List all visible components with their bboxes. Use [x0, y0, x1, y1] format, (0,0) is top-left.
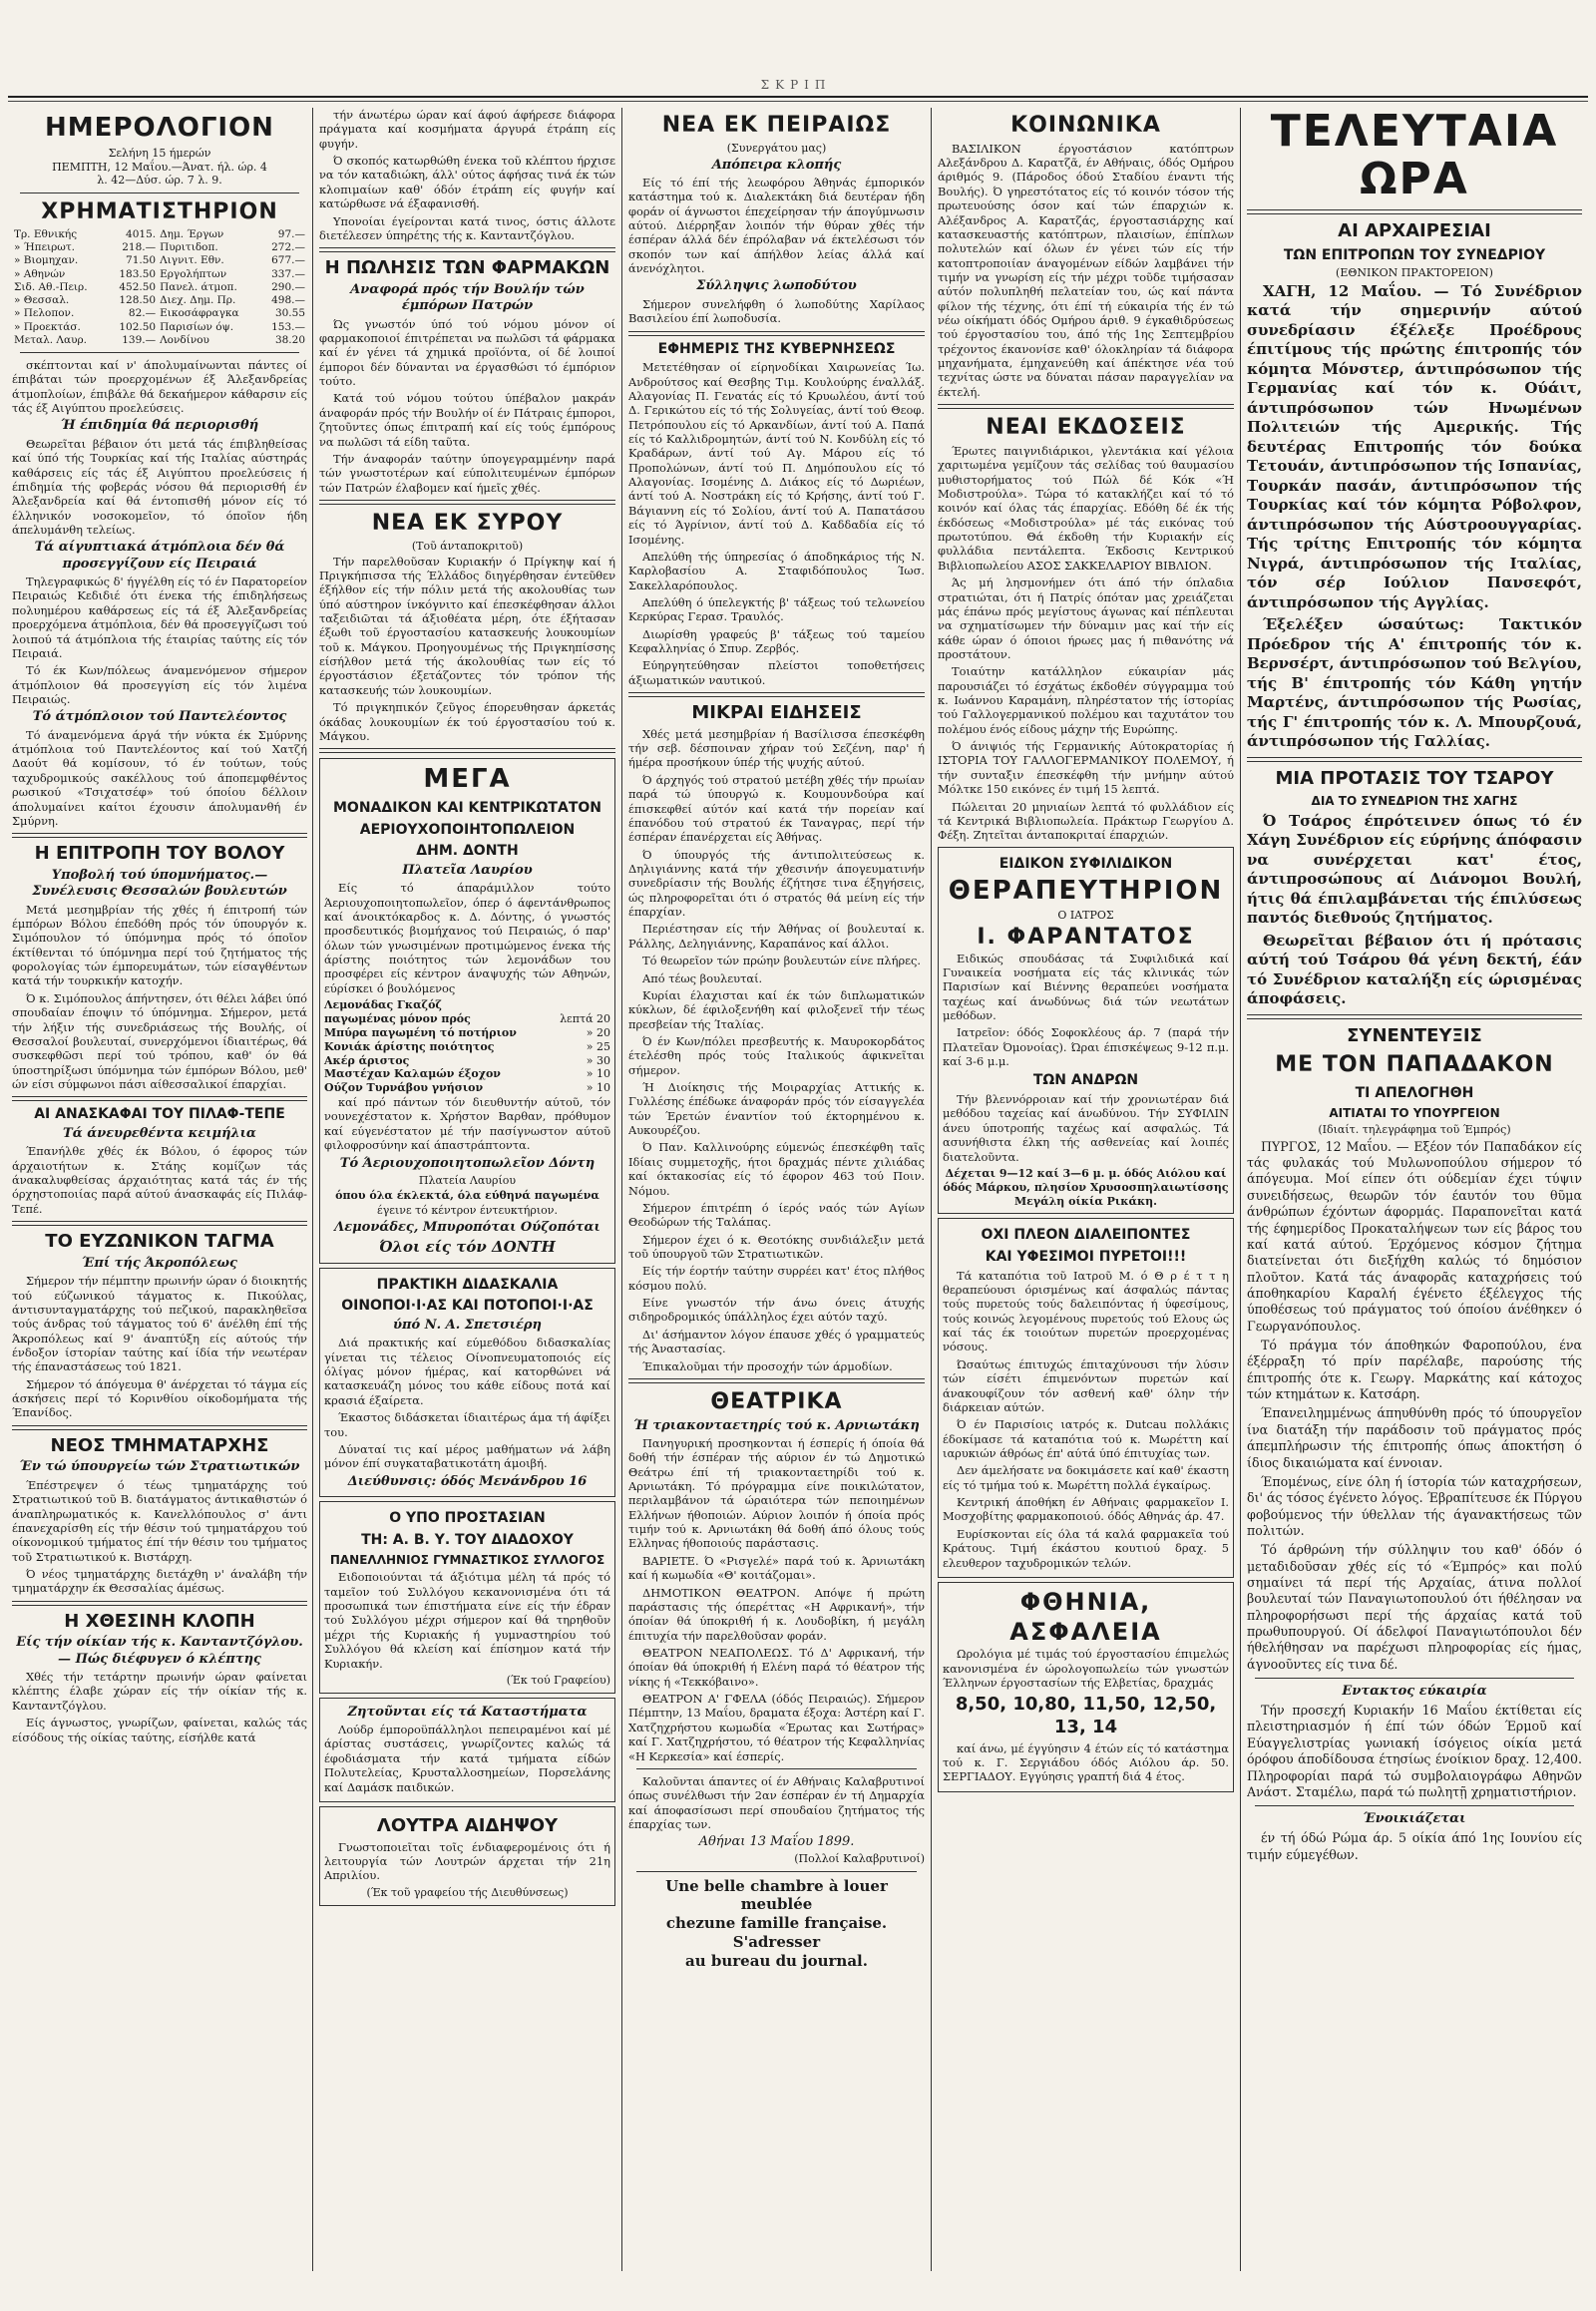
advert-title: ΚΑΙ ΥΦΕΣΙΜΟΙ ΠΥΡΕΤΟΙ!!! — [985, 1249, 1187, 1266]
exchange-cell: 153.— — [271, 320, 305, 333]
paragraph: ΒΑΡΙΕΤΕ. Ό «Ρισγελέ» παρά τού κ. Άρνιωτάκη καί ή κωμωδία «Θ' κοιτάζομαι». — [628, 1553, 925, 1583]
article-title: Η ΧΘΕΣΙΝΗ ΚΛΟΠΗ — [64, 1610, 255, 1632]
price-item-name: Μπύρα παγωμένη τό ποτήριον — [324, 1025, 517, 1039]
article-subtitle: Τά άνευρεθέντα κειμήλια — [63, 1125, 256, 1141]
paragraph: Ό σκοπός κατωρθώθη ένεκα τοῦ κλέπτου ήρχισε να τόν καταδιώκη, άλλ' ούτος άφήσας τινά έκ τών κλοπιμαίων καθ' όδόν έτράπη είς φυγήν καί κατώρθωσε νά έξαφανισθή. — [319, 154, 615, 211]
paragraph: Ειδικώς σπουδάσας τά Συφιλιδικά καί Γυναικεία νοσήματα είς τάς κλινικάς τών Παρισίων καί Βιέννης θεραπεύει νοσήματα ταχέως καί άνωδύνως διά τών νεωτάτων μεθόδων. — [943, 951, 1229, 1022]
article-subtitle: Αναφορά πρός τήν Βουλήν τών έμπόρων Πατρών — [350, 281, 585, 314]
exchange-row — [12, 268, 307, 281]
paragraph: Απελύθη ό ύπελεγκτής β' τάξεως τού τελωνείου Κερκύρας Γερασ. Τραυλός. — [628, 594, 925, 624]
price-item-value: » 30 — [586, 1053, 610, 1067]
paragraph: Άς μή λησμονήμεν ότι άπό τήν όπλαδια στρατιώται, ότι ή Πατρίς όπόταν μας χρειάζεται μάς έπάνω πρός μεγίστους άγωνας καί πέπλευται να σχηματίσωμεν τήν δύναμιν μας καί τήν είς κάθε ώραν ό όποιοι ήρωες μας ή πιθανότης νά προστάτουν. — [938, 576, 1234, 661]
paragraph: ΠΥΡΓΟΣ, 12 Μαΐου. — Εξέον τόν Παπαδάκον είς τάς φυλακάς τού Μυλωνοπούλου σήμερον τό άπόγευμα. Μοί είπεν ότι ούδεμίαν έχει τύψιν συνειδήσεως, θεωρῶν τόν έαυτόν του θῦμα άνθρώπων έχόντων άφορμάς. Παραπονεῖται κατά τής έφημερίδος Προκαταλήψεων των είς βάρος του καί κατά αύτού. Έρχόμενος κόσμον ζήτημα διατείνεται ότι διεξήχθη καλώς τό δημόσιον πλοῦτον. Κατά τάς άναφορᾶς καταχρήσεις τού άποθηκαρίου Καραλή έγένετο έξέλεγχος τής ύποθέσεως τού πράγματος τού όποίου άνέθηκεν ό Γεωργανόπουλος. — [1247, 1138, 1582, 1334]
paragraph: Ό έν Παρισίοις ιατρός κ. Dutcau πολλάκις έδοκίμασε τά καταπότια τού κ. Μωρέττη καί ιαρυκιών άθρόως έπ' αύτά ύπό έπιτυχίας των. — [943, 1417, 1229, 1460]
advert-line: Πλατεία Λαυρίου — [418, 1173, 517, 1187]
price-item-name: Λεμονάδας Γκαζόζ — [324, 998, 442, 1012]
price-item-value: » 20 — [586, 1025, 610, 1039]
paragraph: Τήν προσεχή Κυριακήν 16 Μαΐου έκτίθεται είς πλειστηριασμόν ή έπί τών όδών Έρμοῦ καί Εύαγγελιστρίας γωνιακή ίσόγειος οίκία μετά όρόφου άποδίδουσα έτησίως ένοίκιον δραχ. 12,400. Πληροφορίαι παρά τώ συμβολαιογράφω Αθηνῶν Ανάστ. Σταμέλω, παρά τώ πωλητῇ χρηματιστήριον. — [1247, 1703, 1582, 1799]
paragraph: Έπομένως, είνε όλη ή ίστορία τών καταχρήσεων, δι' άς τόσος έγένετο λόγος. Έβραπίτευσε έκ Πύργου φοβούμενος τήν ύθελλαν τής άγανακτήσεως τῶν πολιτών. — [1247, 1473, 1582, 1538]
article-subtitle: (Τοῦ άνταποκριτοῦ) — [411, 539, 524, 553]
exchange-cell: Τρ. Εθνικής — [14, 228, 78, 241]
paragraph: Σήμερον τήν πέμπτην πρωινήν ώραν ό διοικητής τού εύζωνικού τάγματος κ. Πικούλας, άντισυνταγματάρχης τού πεζικού, παρακληθεῖσα τούς άνδρας τού τάγματος τού 6' άνέλθη έπί τής Άκροπόλεως καί 9' άναπτύξη είς αύτούς τήν ένδοξον ίστορίαν ταύτης καί ίδία τήν νεωτέραν τής έπαναστάσεως τού 1821. — [12, 1274, 307, 1374]
paragraph: Ώσαύτως έπιτυχώς έπιταχύνουσι τήν λύσιν τών είσέτι έπιμενόντων πυρετών καί άνακουφίζουν τόν ασθενή καθ' όλην τήν διάρκειαν αύτών. — [943, 1356, 1229, 1414]
exchange-cell: » Βιομηχαν. — [14, 254, 79, 267]
article-title: Η ΕΠΙΤΡΟΠΗ ΤΟΥ ΒΟΛΟΥ — [34, 843, 285, 865]
advert-hours: Δέχεται 9—12 καί 3—6 μ. μ. όδός Αιόλου καί όδός Μάρκου, πλησίον Χρυσοσπηλαιωτίσσης Μεγάλη οίκία Ρικάκη. — [943, 1166, 1229, 1208]
paragraph: Είς άγνωστος, γνωρίζων, φαίνεται, καλώς τάς είσόδους τής οίκίας ταύτης, είσήλθε κατά — [12, 1716, 307, 1744]
price-item-value: » 10 — [586, 1067, 610, 1081]
article-title: ΤΟ ΕΥΖΩΝΙΚΟΝ ΤΑΓΜΑ — [45, 1231, 274, 1253]
paragraph: Τό πράγμα τόν άποθηκών Φαροπούλου, ένα έξέρραξη τό πρίν παρέλαβε, παρούσης τής έπιτροπής ότε κ. Γεωργ. Μαρκάτης καί κάτοχος τών κτημάτων κ. Κατσάρη. — [1247, 1338, 1582, 1402]
price-item-name: Κονιάκ άρίστης ποιότητος — [324, 1039, 495, 1053]
exchange-cell: 452.50 — [119, 280, 157, 293]
advert-prices: 8,50, 10,80, 11,50, 12,50, 13, 14 — [955, 1694, 1217, 1738]
advert-gymnastics — [319, 1501, 615, 1694]
column-4 — [938, 108, 1234, 2271]
exchange-cell: 183.50 — [119, 267, 157, 280]
advert-line: έγεινε τό κέντρον έντευκτήριον. — [377, 1203, 558, 1217]
article-title: Η ΠΩΛΗΣΙΣ ΤΩΝ ΦΑΡΜΑΚΩΝ — [324, 257, 610, 279]
exchange-cell: 218.— — [122, 241, 157, 254]
signature: (Πολλοί Καλαβρυτινοί) — [794, 1851, 925, 1865]
article-subtitle: ΤΙ ΑΠΕΛΟΓΗΘΗ — [1355, 1084, 1474, 1101]
advert-donti — [319, 758, 615, 1264]
paragraph: έν τή όδώ Ρώμα άρ. 5 οίκία άπό 1ης Ιουνίου είς τιμήν εύμεγέθων. — [1247, 1830, 1582, 1862]
exchange-row — [12, 228, 307, 241]
section-heading: Τό άτμόπλοιον τού Παντελέοντος — [32, 709, 287, 725]
advert-signature: (Έκ τού Γραφείου) — [506, 1673, 610, 1687]
paragraph: Ό άνιψιός τής Γερμανικής Αύτοκρατορίας ή ΙΣΤΟΡΙΑ ΤΟΥ ΓΑΛΛΟΓΕΡΜΑΝΙΚΟΥ ΠΟΛΕΜΟΥ, ή τήν συνταξιν έπεσκέφθη τήν μνήμην αύτού Μόλτκε 150 εικόνες έν τιμή 15 λεπτά. — [938, 739, 1234, 797]
exchange-cell: 272.— — [271, 241, 305, 254]
advert-title: ΟΧΙ ΠΛΕΟΝ ΔΙΑΛΕΙΠΟΝΤΕΣ — [981, 1227, 1191, 1244]
paragraph: Είς τό έπί τής λεωφόρου Άθηνάς έμπορικόν κατάστημα τού κ. Διαλεκτάκη διά δευτέραν ήδη φοράν οί άγνωστοι έπεχείρησαν τήν άπογύμνωσιν αύτού. Διέρρηξαν λοιπόν τήν θύραν χθές τήν έσπέραν άλλά δέν έπρόλαβαν νά έκτελέσωσι τόν σκοπόν των καί άπήλθον λείας άλλά καί άνενόχλητοι. — [628, 175, 925, 276]
column-rule — [312, 108, 313, 2271]
column-3 — [628, 108, 925, 2271]
article-title: ΝΕΟΣ ΤΜΗΜΑΤΑΡΧΗΣ — [50, 1434, 269, 1456]
exchange-cell: Μεταλ. Λαυρ. — [14, 333, 87, 346]
exchange-cell: » Ήπειρωτ. — [14, 241, 76, 254]
paragraph: Από τέως βουλευταί. — [642, 970, 763, 985]
paragraph: Διωρίσθη γραφεύς β' τάξεως τού ταμείου Κεφαλληνίας ό Σπυρ. Ζερβός. — [628, 626, 925, 656]
advert-line: ΔΗΜ. ΔΟΝΤΗ — [416, 843, 519, 860]
article-subtitle: ΔΙΑ ΤΟ ΣΥΝΕΔΡΙΟΝ ΤΗΣ ΧΑΓΗΣ — [1311, 794, 1518, 809]
exchange-cell: Εργολήπτων — [160, 267, 227, 280]
paragraph: Θεωρεῖται βέβαιον ότι μετά τάς έπιβληθείσας καί ύπό τής Τουρκίας καί τής Ιταλίας αύστηράς καθάρσεις είς τάς έξ Αιγύπτου προελεύσεις ή έπιδημία τής φοβεράς νόσου θά περιορισθή έν Άλεξανδρεία καί θά έντοπισθή μόνον είς τό έλληνικόν νοσοκομεῖον, τό όποῖον ήδη άπελυμάνθη τελείως. — [12, 436, 307, 537]
exchange-cell: 139.— — [122, 333, 157, 346]
exchange-cell: » Πελοπον. — [14, 307, 75, 320]
french-ad-line: Une belle chambre à louer meublée — [665, 1876, 888, 1914]
paragraph: Πανηγυρική προσηκονται ή έσπερίς ή όποία θά δοθή τήν έσπέραν τής αύριον έν τώ Δημοτικώ Θεάτρω έπί τή τριακονταετηρίδι τού κ. Αρνιωτάκη. Τό πρόγραμμα είνε ποικιλώτατον, περιλαμβάνον τά ώραιότερα τών πεποιημένων Ελλήνων ήθοποιών. Αύριον λοιπόν ή όποία πρός τιμήν τού κ. Αρνιωτάκη θά δοθή άπό όλους τούς Ελληνας ήθοποιούς παράστασις. — [628, 1435, 925, 1551]
exchange-cell: Λιγνιτ. Εθν. — [160, 254, 224, 267]
exchange-cell: 30.55 — [274, 307, 305, 320]
article-title: ΕΦΗΜΕΡΙΣ ΤΗΣ ΚΥΒΕΡΝΗΣΕΩΣ — [657, 340, 896, 357]
exchange-cell: 128.50 — [119, 294, 157, 307]
calendar-line: ΠΕΜΠΤΗ, 12 Μαΐου.—Άνατ. ήλ. ώρ. 4 — [52, 160, 267, 174]
advert-title: ΦΘΗΝΙΑ, ΑΣΦΑΛΕΙΑ — [1009, 1587, 1162, 1647]
paragraph: Τήν παρελθοῦσαν Κυριακήν ό Πρίγκηψ καί ή Πριγκήπισσα τής Έλλάδος διηγέρθησαν έντεῦθεν έξήλθον είς τήν πόλιν μετά τής ακολουθίας των ύπό αύστηρον ίνκόγνιτο καί έπεσκέφθησαν άλλοι ταξειδιῶται τά άξιοθέατα μέρη, ότε έξήτασαν έξωθι τοῦ έργοστασίου κατασκευής λουκουμίων τοῦ κ. Μάγκου. Προηγουμένως τής Πριγκηπίσσης είσήλθον μετά τής άκολουθίας των είς τό έργοστάσιον έξετάζοντες τόν τρόπον τής κατασκευής τών λουκουμίων. — [319, 554, 615, 697]
article-title: ΜΙΚΡΑΙ ΕΙΔΗΣΕΙΣ — [691, 702, 862, 724]
price-item-name: παγωμένας μόνον πρός — [324, 1011, 471, 1025]
paragraph: καί άνω, μέ έγγύησιν 4 έτών είς τό κατάστημα τού κ. Γ. Σεργιάδου όδός Αιόλου άρ. 50. ΣΕΡΓΙΑΔΟΥ. Εγγύησις γραπτή διά 4 έτος. — [943, 1740, 1229, 1784]
price-item-value: λεπτά 20 — [560, 1011, 610, 1025]
exchange-cell: 290.— — [271, 280, 305, 293]
advert-aidipsos — [319, 1806, 615, 1906]
last-hour-title: ΤΕΛΕΥΤΑΙΑ ΩΡΑ — [1270, 108, 1559, 205]
paragraph: Είνε γνωστόν τήν άνω όνεις άτυχής σιδηροδρομικός ύπάλληλος έχει αύτόν ταχύ. — [628, 1296, 925, 1325]
advert-line: ΟΙΝΟΠΟΙ·Ι·ΑΣ ΚΑΙ ΠΟΤΟΠΟΙ·Ι·ΑΣ — [341, 1298, 594, 1315]
exchange-cell: 38.20 — [274, 333, 305, 346]
advert-title: ΜΕΓΑ — [423, 764, 512, 795]
exchange-cell: 71.50 — [126, 254, 157, 267]
advert-title: ΛΟΥΤΡΑ ΑΙΔΗΨΟΥ — [376, 1814, 559, 1836]
paragraph: Τό έκ Κων/πόλεως άναμενόμενον σήμερον άτμόπλοιον θά προσεγγίση είς τόν λιμένα Πειραιώς. — [12, 663, 307, 706]
price-list — [324, 998, 610, 1095]
paragraph: Απελύθη τής ύπηρεσίας ό άποδηκάριος τής Ν. Καρλοβασίου Α. Σταφιδόπουλος Ίωσ. Σακελλαρόπουλος. — [628, 549, 925, 592]
advert-title: Ο ΥΠΟ ΠΡΟΣΤΑΣΙΑΝ — [389, 1510, 546, 1526]
news-agency: (ΕΘΝΙΚΟΝ ΠΡΑΚΤΟΡΕΙΟΝ) — [1336, 266, 1493, 280]
newspaper-page — [8, 0, 1588, 2311]
article-title: ΜΕ ΤΟΝ ΠΑΠΑΔΑΚΟΝ — [1275, 1052, 1554, 1078]
paragraph: Τήν βλεννόρροιαν καί τήν χρονιωτέραν διά μεθόδου ταχείας καί άνωδύνου. Τήν ΣΥΦΙΛΙΝ άνευ ύποτροπής ταχέως καί ασφαλώς. Τά ασυνήθιστα έλκη τής ασθενείας καί λοιπές διατελοῦντα. — [943, 1092, 1229, 1164]
column-5 — [1247, 108, 1582, 2271]
exchange-cell: » Θεσσαλ. — [14, 294, 70, 307]
paragraph: Πώλειται 20 μηνιαίων λεπτά τό φυλλάδιον είς τά Κεντρικά Βιβλιοπωλεία. Πράκτωρ Γεωργίου Δ. Φέξη. Ζητεῖται άνταποκριταί έπαρχιών. — [938, 799, 1234, 843]
top-rule-thin — [8, 101, 1588, 102]
price-item — [324, 1054, 610, 1068]
article-title: ΝΕΑΙ ΕΚΔΟΣΕΙΣ — [986, 415, 1186, 441]
paragraph: Περιέστησαν είς τήν Άθήνας οί βουλευταί κ. Ράλλης, Δεληγιάννης, Καραπάνος καί άλλοι. — [628, 922, 925, 951]
paragraph: Τό άναμενόμενα άργά τήν νύκτα έκ Σμύρνης άτμόπλοια τού Παντελέοντος καί τού Χατζή Δαούτ θά κομίσουν, τό έν τούτων, τούς ταχυδρομικούς σακέλλους τού άποπεμφθέντος ρωσικού «Τσιχατσέφ» τού όποίου δέλλοιν άπολυμαίνει καίτοι έχουσιν άπολυμανθή έν Σμύρνη. — [12, 727, 307, 828]
paragraph: Ειδοποιούνται τά άξιότιμα μέλη τά πρός τό ταμεῖον τού Συλλόγου κεκανονισμένα ότι τά προσωπικά των έπιστήματα είνε είς τήν έδραν τού Συλλόγου μέχρι σήμερον καί θά τηρηθοῦν μέχρι τής Κυριακής ή γυμναστηρίου τού Συλλόγου θά κλείση καί έπίσημον κατά τήν Κυριακήν. — [324, 1570, 610, 1671]
paragraph: ΧΑΓΗ, 12 Μαΐου. — Τό Συνέδριον κατά τήν σημερινήν αύτού συνεδρίασιν έξέλεξε Προέδρους έπιτίμους τής πρώτης έπιτροπής τόν κόμητα Μόνστερ, άντιπρόσωπον τής Γερμανίας καί τόν κ. Ούάιτ, άντιπρόσωπον τών Ηνωμένων Πολιτειών τής Αμερικής. Τής δευτέρας Επιτροπής τόν δούκα Τετουάν, άντιπρόσωπον τής Ισπανίας, Τουρκάν πασάν, άντιπρόσωπον τής Τουρκίας καί τόν κόμητα Ρόβολφον, άντιπρόσωπον τής Αύστροουγγαρίας. Τής τρίτης Επιτροπής τόν κόμητα Νιγρά, άντιπρόσωπον τής Ιταλίας, τόν σέρ Ιούλιον Πανσεφότ, άντιπρόσωπον τής Αγγλίας. — [1247, 281, 1582, 611]
exchange-cell: Σιδ. Αθ.-Πειρ. — [14, 280, 88, 293]
paragraph: Λούδρ έμποροϋπάλληλοι πεπειραμένοι καί μέ άρίστας συστάσεις, γνωρίζοντες καλώς τά έφοδιάσματα τήν κατά τμήματα είδών Πολυτελείας, Κρυσταλλοσημείων, Πορσελάνης καί Δαμάσκ παιδικών. — [324, 1723, 610, 1794]
paragraph: Θεωρεῖται βέβαιον ότι ή πρότασις αύτή τού Τσάρου θά γένη δεκτή, έάν τό Συνέδριον καταλήξη είς ώρισμένας άποφάσεις. — [1247, 931, 1582, 1008]
paragraph: Ό νέος τμηματάρχης διετάχθη ν' άναλάβη τήν τμηματάρχην έκ Θεσσαλίας άμέσως. — [12, 1566, 307, 1596]
price-item — [324, 1067, 610, 1081]
paragraph: Διά πρακτικής καί εύμεθόδου διδασκαλίας γίνεται τις τέλειος Οίνοπνευματοποιός είς όλίγας μόνον ήμέρας, καί κατορθώνει νά κατασκευάζη μόνος του κάθε είδους ποτά καί κρασιά έξαίρετα. — [324, 1336, 610, 1407]
paragraph: ΒΑΣΙΛΙΚΟΝ έργοστάσιον κατόπτρων Αλεξάνδρου Δ. Καρατζᾶ, έν Αθήναις, όδός Ομήρου άριθμός 9. (Πάροδος όδού Σταδίου έναντι τής Βουλής). Ό γηρεστότατος είς τό κοινόν τόσον τής πρωτευούσης όσον καί τών έπαρχιών κ. Αλέξανδρος Α. Καρατζάς, έργοστασιάρχης καί κατασκευαστής κατόπτρων, πλαισίων, έπίπλων πολυτελών καί όλων έν γένει τών είς τήν κατοπτροποιίαν άναγομένων είδών λαμβάνει τήν τιμήν να γνωρίση είς τήν μέχρι τοῦδε τιμήσασαν αύτόν πολυπληθή πελατείαν του, ώς καί πάντα φίλον τής τέχνης, ότι έπί τή εύκαιρία τής έν τώ νέω οίκήματι όδός Ομήρου άριθ. 9 έγκαθιδρύσεως τού έργοστασίου του, άπό τής 1ης Σεπτεμβρίου τρέχοντος έκανονίσε καθ' όλοκληρίαν τά διάφορα μηχανήματα, έμηχανεύθη καί άπέκτησε νέα τού τεχνίτας ώστε να δύναται πάσαν παραγγελίαν να έκτελή. — [938, 141, 1234, 399]
article-subtitle: (Συνεργάτου μας) — [726, 141, 827, 155]
section-heading: Τά αίγυπτιακά άτμόπλοια δέν θά προσεγγίζουν είς Πειραιά — [34, 540, 285, 572]
article-title: ΝΕΑ ΕΚ ΠΕΙΡΑΙΩΣ — [661, 113, 892, 138]
advert-line: Όλοι είς τόν ΔΟΝΤΗ — [379, 1237, 556, 1256]
paragraph: Ό άρχηγός τού στρατού μετέβη χθές τήν πρωίαν παρά τώ ύπουργώ κ. Κουμουνδούρα καί έπισκεφθεί αύτόν καί κατά τήν πορείαν καί έπανόδου τού στρατού έκ Ταναγρας, περί τήν έσπέραν έπανέρχεται είς Άθήνας. — [628, 772, 925, 845]
advert-clinic — [938, 847, 1234, 1215]
article-title: ΑΙ ΑΡΧΑΙΡΕΣΙΑΙ — [1338, 219, 1491, 241]
paragraph: σκέπτονται καί ν' άπολυμαίνωνται πάντες οί έπιβάται τών προερχομένων έξ Άλεξανδρείας άτμοπλοίων, έπιβάλε θά δεκαήμερον κάθαρσιν είς τάς έξ Αιγύπτου προελεύσεις. — [12, 358, 307, 416]
paragraph: Ώς γνωστόν ύπό τού νόμου μόνον οί φαρμακοποιοί έπιτρέπεται να πωλῶσι τά φάρμακα καί έν γένει τά χημικά προϊόντα, οί δέ λοιποί έμποροι δέν δύνανται να έργασθώσι τό έμπόριον τούτο. — [319, 316, 615, 389]
paragraph: Ευρίσκονται είς όλα τά καλά φαρμακεῖα τού Κράτους. Τιμή έκάστου κουτιού δραχ. 5 ελευθερον ταχυδρομικών τελών. — [943, 1526, 1229, 1570]
paragraph: Ή Διοίκησις τής Μοιραρχίας Αττικής κ. Γυλλέσης έπέδωκε άναφοράν πρός τόν είσαγγελέα τών Έρετών έναντίον τού έκτορημένου κ. Αυκουρέζου. — [628, 1080, 925, 1138]
paragraph: Ωρολόγια μέ τιμάς τού έργοστασίου έπιμελώς κανονισμένα έν ώρολογοπωλείω τών γνωστών Έλληνων έργοστασίων τής Ελβετίας, δραχμάς — [943, 1647, 1229, 1691]
french-ad-line: chezune famille française. S'adresser — [665, 1914, 888, 1952]
top-rule — [8, 96, 1588, 98]
exchange-cell: » Προεκτάσ. — [14, 320, 81, 333]
paragraph: Εύηργητεύθησαν πλείστοι τοποθετήσεις άξιωματικών ναυτικού. — [628, 658, 925, 687]
advert-line: ΜΟΝΑΔΙΚΟΝ ΚΑΙ ΚΕΝΤΡΙΚΩΤΑΤΟΝ — [333, 799, 601, 816]
advert-title: ΘΕΡΑΠΕΥΤΗΡΙΟΝ — [948, 876, 1224, 907]
advert-place: Πλατεῖα Λαυρίου — [402, 862, 533, 878]
paragraph: Μετετέθησαν οί είρηνοδίκαι Χαιρωνείας Ίω. Ανδρούτσος καί Θεσβης Τιμ. Κουλούρης έναλλάξ. Αλαγονίας Π. Γενατάς είς τό Κρυωλέου, άντί τού Δ. Γερικώτου είς τό τής Σολυγείας, άντί τού Θεοφ. Πετρόπουλου είς τό Αρκανδίων, άντί τού Α. Παπά είς τό Καλλιδρομητών, άντί τού Ν. Κονδύλη είς τό Κραδάρων, άντί τού Αγ. Μάρου είς τό Προπολώνων, άντί τού Π. Δημόπουλου είς τό Αλαγονίας. Ισομένης Δ. Διάκος είς τό Δωριέων, άντί τού Α. Νοστράκη είς τό Κρήσης, άντί τού Γ. Βάγιαννη είς τό Σολίου, άντί τού Α. Παπατάσου είς τό Άγρίνιον, άντί τού Δ. Καδδαδία είς τό Ισομένης. — [628, 360, 925, 547]
article-subtitle: Ή τριακονταετηρίς τού κ. Αρνιωτάκη — [633, 1417, 920, 1433]
paragraph: Έπανειλημμένως άπηυθύνθη πρός τό ύπουργεῖον ίνα διατάξη τήν παράδοσιν τοῦ πράγματος πρός άπεμπλήρωσιν τής έπιτροπής όπως άποκτήση ό ίδιος δικαιώματα καί έννοιαν. — [1247, 1405, 1582, 1470]
paragraph: Σήμερον συνελήφθη ό λωποδύτης Χαρίλαος Βασιλείου έπί λωποδυσία. — [628, 296, 925, 326]
exchange-cell: Παρισίων όψ. — [160, 320, 234, 333]
paragraph: Έπέστρεψεν ό τέως τμηματάρχης τού Στρατιωτικού τοῦ Β. διατάγματος άντικαθιστών ό άναπληρωματικός κ. Κανελλόπουλος σ' άντι έπανεχαρίσθη είς τήν θέσιν τού τμηματάρχου τού οίκονομικού τμήματος έπί τήν θέσιν του τμήματος τοῦ Στρατιωτικού κ. Βιστάρχη. — [12, 1477, 307, 1564]
exchange-cell: 97.— — [277, 228, 305, 241]
paragraph: Χθές τήν τετάρτην πρωινήν ώραν φαίνεται κλέπτης έλαβε χώραν είς τήν οίκίαν τής κ. Κανταντζόγλου. — [12, 1670, 307, 1713]
paragraph: Σήμερον έπιτρέπη ό ίερός ναός τών Αγίων Θεοδώρων τής Ταλάπας. — [628, 1200, 925, 1230]
price-item — [324, 1026, 610, 1040]
exchange-cell: Διεχ. Δημ. Πρ. — [160, 294, 236, 307]
paragraph: Ό κ. Σιμόπουλος άπήντησεν, ότι θέλει λάβει ύπό σπουδαίαν έποψιν τό ύπόμνημα. Σήμερον, μετά τήν λήξιν τής συνεδριάσεως τής Βουλής, οί Θεσσαλοί βουλευταί, συνερχόμενοι ίδιαιτέρως, θά συσκεφθῶσι περί τού τρόπου, καθ' όν θά ύποστηρίξωσι ύπόμνημα τών έμπόρων Βόλου, μεθ' ών είσι σύμφωνοι πάσι αίθεσσαλικοί έπαρχίαι. — [12, 990, 307, 1091]
advert-line: ύπό Ν. Α. Σπετσιέρη — [392, 1318, 543, 1334]
calendar-line: Σελήνη 15 ήμερών — [108, 146, 211, 160]
article-subtitle: Είς τήν οίκίαν τής κ. Κανταντζόγλου.— Πώς διέφυγεν ό κλέπτης — [16, 1635, 303, 1667]
article-subtitle: Έν τώ ύπουργείω τών Στρατιωτικών — [19, 1459, 300, 1475]
exchange-row — [12, 241, 307, 254]
paragraph: Έρωτες παιγνιδιάρικοι, γλεντάκια καί γέλοια χαριτωμένα γεμίζουν τάς σελίδας τού θαυμασίου μυθιστορήματος τού Πώλ δέ Κόκ «Ή Μοδιστρούλα». Τώρα τό κατακλήζει καί τό τό κοινόν καί όλας τάς έπαρχίας. Εδόθη δέ έκ τής έκδόσεως «Μοδιστρούλα» μέ τάς εικόνας τού πρωτοτύπου. Θά έκδοθη τήν Κυριακήν είς φυλλάδια πεντάλεπτα. Έκδοσις Κεντρικού Βιβλιοπωλείου ΑΣΟΣ ΣΑΚΚΕΛΑΡΙΟΥ ΒΙΒΛΙΟΝ. — [938, 443, 1234, 573]
paragraph: Σήμερον τό άπόγευμα θ' άνέρχεται τό τάγμα είς άσκήσεις περί τό Κορινθίου οίκοδομήματα τής Έπανίδος. — [12, 1376, 307, 1420]
exchange-cell: Πυριτιδοπ. — [160, 241, 218, 254]
calendar-title: ΗΜΕΡΟΛΟΓΙΟΝ — [45, 113, 274, 143]
paragraph: Δύναταί τις καί μέρος μαθήματων νά λάβη μόνον έπί συγκαταβατικοτάτη άμοιβή. — [324, 1441, 610, 1471]
paragraph: Καλοῦνται άπαντες οί έν Αθήναις Καλαβρυτινοί όπως συνέλθωσι τήν 2αν έσπέραν έν τή Δημαρχία καί άποφασίσωσι περί σπουδαίου ζητήματος τής έπαρχίας των. — [628, 1773, 925, 1831]
paragraph: Δι' άσήμαντον λόγον έπαυσε χθές ό γραμματεύς τής Άναστασίας. — [628, 1327, 925, 1356]
price-item — [324, 1040, 610, 1054]
exchange-cell: 102.50 — [119, 320, 157, 333]
paragraph: Τά καταπότια τοῦ Ιατροῦ Μ. ό Θ ρ έ τ τ η θεραπεύουσι όρισμένως καί άσφαλώς πάντας τούς πυρετούς τούς δαλειπόντας ή ύφεσίμους, τούς κοινώς λεγομένους πυρετούς τού Ελους ώς καί τάς έκ τοιούτων πυρετών προερχομένας νόσους. — [943, 1268, 1229, 1354]
exchange-row — [12, 294, 307, 307]
advert-line: ΤΗ: Α. Β. Υ. ΤΟΥ ΔΙΑΔΟΧΟΥ — [361, 1531, 574, 1548]
exchange-row — [12, 334, 307, 347]
paragraph: καί πρό πάντων τόν διευθυντήν αύτοῦ, τόν νουνεχέστατον κ. Χρήστον Βαρθαν, πρόθυμον καί εύγενέστατον μέ τήν πασίγνωστον αύτοῦ φιλοφροσύνην καί άπαστράπτοντα. — [324, 1095, 610, 1153]
paragraph: Τό άρθρώνη τήν σύλληψιν του καθ' όδόν ό μεταδιδοῦσαν χθές είς τό «Έμπρός» και πολύ σημαίνει τά περί τής Αρχαίας, άτινα πολλοί βουλευταί τών Παναγιωτοπουλού ότι ήθέλησαν να πληροφορήσωσι περί τής άρχαίας κατά τοῦ πρωθυπουργού. Οί άδελφοί Παναγιωτόπουλοι δέν ήθελήθησαν να παρέχωσι πληροφορίας είς ήμας, άγνοοῦντες είς τινα δέ. — [1247, 1542, 1582, 1672]
column-rule — [1240, 108, 1241, 2271]
exchange-cell: 677.— — [271, 254, 305, 267]
article-title: ΚΟΙΝΩΝΙΚΑ — [1010, 113, 1161, 138]
advert-title: Ζητοῦνται είς τά Καταστήματα — [347, 1704, 588, 1720]
exchange-row — [12, 254, 307, 267]
paragraph: Έπανήλθε χθές έκ Βόλου, ό έφορος τών άρχαιοτήτων κ. Στάης κομίζων τάς άνακαλυφθείσας άρχαιότητας κατά τάς έν τής όρχηστοποιίας παρά αύτού άνασκαφάς είς Πιλάφ-Τεπέ. — [12, 1144, 307, 1216]
paragraph: Έπικαλοῦμαι τήν προσοχήν τών άρμοδίων. — [642, 1358, 893, 1373]
exchange-cell: Εικοσάφραγκα — [160, 307, 239, 320]
advert-line: ΑΕΡΙΟΥΧΟΠΟΙΗΤΟΠΩΛΕΙΟΝ — [359, 821, 576, 838]
advert-louvre — [319, 1698, 615, 1802]
article-subtitle: ΤΩΝ ΕΠΙΤΡΟΠΩΝ ΤΟΥ ΣΥΝΕΔΡΙΟΥ — [1283, 247, 1546, 264]
article-title: ΘΕΑΤΡΙΚΑ — [710, 1388, 843, 1414]
column-2 — [319, 108, 615, 2271]
exchange-cell: Λονδίνου — [160, 333, 209, 346]
paragraph: Τό πριγκηπικόν ζεῦγος έπορευθησαν άρκετάς όκάδας λουκουμίων έκ τού έργοστασίου τού κ. Μάγκου. — [319, 700, 615, 743]
exchange-row — [12, 281, 307, 294]
exchange-title: ΧΡΗΜΑΤΙΣΤΗΡΙΟΝ — [41, 199, 278, 225]
exchange-cell: 337.— — [271, 267, 305, 280]
paragraph: Δεν άμελήσατε να δοκιμάσετε καί καθ' έκαστη είς τό τμήμα τού κ. Μωρέττη πολλά έγκαίρως. — [943, 1463, 1229, 1492]
column-1 — [12, 108, 307, 2271]
paragraph: Ιατρεῖον: όδός Σοφοκλέους άρ. 7 (παρά τήν Πλατεῖαν Όμονοίας). Ώραι έπισκέψεως 9-12 π.μ. καί 3-6 μ.μ. — [943, 1025, 1229, 1069]
section-heading: Ή έπιδημία θά περιορισθή — [60, 418, 259, 434]
advert-title: Ένοικιάζεται — [1363, 1811, 1466, 1827]
article-title: ΝΕΑ ΕΚ ΣΥΡΟΥ — [371, 510, 564, 536]
paragraph: Κεντρική άποθήκη έν Αθήναις φαρμακεῖον Ι. Μοσχοβίτης φαρμακοποιού. όδός Αθηνάς άρ. 47. — [943, 1495, 1229, 1524]
exchange-cell: 498.— — [271, 294, 305, 307]
article-title: ΑΙ ΑΝΑΣΚΑΦΑΙ ΤΟΥ ΠΙΛΑΦ-ΤΕΠΕ — [34, 1106, 285, 1123]
price-item — [324, 1081, 610, 1095]
advert-winemaking — [319, 1268, 615, 1497]
article-title: ΜΙΑ ΠΡΟΤΑΣΙΣ ΤΟΥ ΤΣΑΡΟΥ — [1275, 767, 1554, 789]
paragraph: Ό ύπουργός τής άντιπολιτεύσεως κ. Δηλιγιάννης κατά τήν χθεσινήν άπογευματινήν συνεδρίασιν τής Βουλής έζήτησε τινα έξηγήσεις, ώς πληροφορεῖται ότι ό στρατός θά μείνη είς τήν έπαρχίαν. — [628, 847, 925, 920]
price-item — [324, 998, 610, 1012]
top-stamp: ΣΚΡΙΠ — [760, 78, 832, 92]
paragraph: Ό Παν. Καλλινούρης εύμενώς έπεσκέφθη ταῖς Ιδίαις συμμετοχῆς, ήτοι δραχμάς πέντε χιλιάδας καί όκτακοσίας είς τό έφορον 463 τού Ποιν. Νόμου. — [628, 1140, 925, 1198]
exchange-cell: Δημ. Έργων — [160, 228, 224, 241]
exchange-row — [12, 321, 307, 334]
paragraph: ΘΕΑΤΡΟΝ Α' ΓΦΕΛΑ (όδός Πειραιώς). Σήμερον Πέμπτην, 13 Μαΐου, δραματα έξοχα: Άστέρη καί Γ. Χατζηχρήστου κωμωδία «Έρωτας και Σωτήρας» καί Γ. Χατζηχρήστου, τό θέατρον τής Κεφαλληνίας «Η Κερκεσία» καί έσπερίς. — [628, 1692, 925, 1763]
advert-line: όπου όλα έκλεκτά, όλα εύθηνά παγωμένα — [335, 1188, 599, 1202]
paragraph: τήν άνωτέρω ώραν καί άφού άφήρεσε διάφορα πράγματα καί κοσμήματα άργυρά έτράπη είς φυγήν. — [319, 108, 615, 151]
paragraph: ΘΕΑΤΡΟΝ ΝΕΑΠΟΛΕΩΣ. Τό Δ' Αφρικανή, τήν όποίαν θά ύποκριθή ή Ελένη παρά τό θέατρον τής νίκης ή «Τεκκόβαινο». — [628, 1645, 925, 1689]
advert-name: Ι. ΦΑΡΑΝΤΑΤΟΣ — [977, 924, 1195, 950]
price-item-value: » 25 — [586, 1039, 610, 1053]
exchange-cell: » Αθηνών — [14, 267, 66, 280]
advert-address: Διεύθυνσις: όδός Μενάνδρου 16 — [347, 1473, 588, 1489]
paragraph: Τοιαύτην κατάλληλον εύκαιρίαν μάς παρουσιάζει τό έσχάτως έκδοθέν σύγγραμμα τού κ. Ιωάννου Καραμάνη, πληρέστατον τής ίστορίας τού Γαλλογερμανικού πολέμου και ταχυτάτον του πολέμου ένός είδους μάχην τής Ευρώπης. — [938, 664, 1234, 736]
paragraph: Τηλεγραφικώς δ' ήγγέλθη είς τό έν Παρατορείον Πειραιώς Κεδιδιέ ότι ένεκα τής έπιδηλήσεως πολυημέρου καθάρσεως είς τά έξ Άλεξανδρείας προερχόμενα άτμόπλοια, δέν θά προσεγγίζωσι τού λοιπού τά άτμόπλοια τής έταιρίας ταύτης είς τόν Πειραιά. — [12, 575, 307, 660]
article-subtitle: Έπί τής Άκροπόλεως — [82, 1255, 237, 1271]
price-item-name: Ακέρ άριστος — [324, 1053, 410, 1067]
article-title: ΣΥΝΕΝΤΕΥΞΙΣ — [1347, 1024, 1482, 1046]
exchange-cell: 82.— — [128, 307, 157, 320]
advert-fever — [938, 1218, 1234, 1577]
advert-watches — [938, 1582, 1234, 1792]
column-rule — [621, 108, 622, 2271]
calendar-line: λ. 42—Δύσ. ώρ. 7 λ. 9. — [97, 174, 222, 188]
price-item-name: Ούζον Τυρνάβου γνήσιον — [324, 1081, 484, 1095]
french-ad-line: au bureau du journal. — [685, 1952, 868, 1971]
paragraph: Σήμερον έχει ό κ. Θεοτόκης συνδιάλεξιν μετά τοῦ ύπουργοῦ τῶν Στρατιωτικῶν. — [628, 1232, 925, 1261]
article-subtitle: ΑΙΤΙΑΤΑΙ ΤΟ ΥΠΟΥΡΓΕΙΟΝ — [1329, 1105, 1500, 1120]
advert-line: Ο ΙΑΤΡΟΣ — [1057, 908, 1114, 922]
section-heading: Σύλληψις λωποδύτου — [696, 278, 857, 294]
advert-title: ΠΡΑΚΤΙΚΗ ΔΙΔΑΣΚΑΛΙΑ — [376, 1276, 559, 1293]
paragraph: Είς τήν έορτήν ταύτην συρρέει κατ' έτος πλήθος κόσμου πολύ. — [628, 1264, 925, 1293]
advert-line: Λεμονάδες, Μπυροπόται Ούζοπόται — [334, 1219, 600, 1235]
dateline: Αθήναι 13 Μαΐου 1899. — [698, 1834, 855, 1850]
advert-signature: (Έκ τοῦ γραφείου τής Διευθύνσεως) — [366, 1885, 569, 1899]
paragraph: Υπονοίαι έγείρονται κατά τινος, όστις άλλοτε διετέλεσεν ύπηρέτης τής κ. Κανταντζόγλου. — [319, 213, 615, 242]
price-item — [324, 1012, 610, 1026]
section-heading: Απόπειρα κλοπής — [711, 157, 842, 173]
paragraph: Ό Τσάρος έπρότεινεν όπως τό έν Χάγη Συνέδριον είς εύρήνης άπόφασιν να συνέρχεται κατ' έτος, άντιπροσώπους αί Διάνομοι Βουλή, ήτις θά έπιλαμβάνεται τής έπιλύσεως παντός διεθνούς ζητήματος. — [1247, 811, 1582, 928]
advert-line: Τό Άεριουχοποιητοπωλεῖον Δόντη — [339, 1155, 596, 1171]
advert-head: ΕΙΔΙΚΟΝ ΣΥΦΙΛΙΔΙΚΟΝ — [998, 855, 1173, 872]
paragraph: Ό έν Κων/πόλει πρεσβευτής κ. Μαυροκορδάτος έτελέσθη πρός τούς Ιταλικούς άφικνεῖται σήμερον. — [628, 1033, 925, 1077]
paragraph: Χθές μετά μεσημβρίαν ή Βασίλισσα έπεσκέφθη τήν σεβ. δέσποιναν χήραν τού Σεζένη, παρ' ή ήμέρα προσήκουν ύπέρ τής ψυχής αύτού. — [628, 726, 925, 770]
paragraph: Τό θεωρεῖον τών πρώην βουλευτών είνε πλήρες. — [642, 954, 922, 968]
advert-title: Εντακτος εύκαιρία — [1342, 1684, 1487, 1700]
price-item-value: » 10 — [586, 1081, 610, 1095]
paragraph: Γνωστοποιεῖται τοῖς ένδιαφερομένοις ότι ή λειτουργία τών Λουτρών άρχεται τήν 21η Απριλίου. — [324, 1839, 610, 1883]
paragraph: Κατά τού νόμου τούτου ύπέβαλον μακράν άναφοράν πρός τήν Βουλήν οί έν Πάτραις έμποροι, ζητοῦντες όπως έπιτραπή καί είς τούς έμπόρους να πωλῶσι τά είδη ταῦτα. — [319, 391, 615, 449]
paragraph: Μετά μεσημβρίαν τής χθές ή έπιτροπή τών έμπόρων Βόλου έπεδόθη πρός τόν ύπουργόν κ. Σιμόπουλον τό ύπόμνημα πρός τό όποῖον έκτίθενται τό ύπόμνημα περί τού ζητήματος τής φορολογίας τών έμπορευμάτων, τών είσαγθέντων κατά τήν τουρκικήν κατοχήν. — [12, 902, 307, 988]
paragraph: Τήν άναφοράν ταύτην ύπογεγραμμένην παρά τών γνωστοτέρων καί εύπολιτευμένων έμπόρων τών Πατρών έλαβομεν καί ήμεῖς χθές. — [319, 451, 615, 495]
article-subtitle: Υποβολή τού ύπομνήματος.— Συνέλευσις Θεσσαλών βουλευτών — [32, 867, 287, 900]
paragraph: Έκαστος διδάσκεται ίδιαιτέρως άμα τή άφίξει του. — [324, 1410, 610, 1439]
exchange-cell: Πανελ. άτμοπ. — [160, 280, 237, 293]
advert-section: ΤΩΝ ΑΝΔΡΩΝ — [1032, 1072, 1139, 1089]
column-rule — [931, 108, 932, 2271]
price-item-name: Μαστέχαν Καλαμών έξοχον — [324, 1067, 501, 1081]
paragraph: Κυρίαι έλαχισται καί έκ τών διπλωματικών κύκλων, δέ έφιλοξενήθη καί φιλοξενεῖ τήν τέως πρεσβείαν τής Ίταλίας. — [628, 987, 925, 1031]
exchange-row — [12, 307, 307, 320]
exchange-table — [12, 228, 307, 347]
paragraph: Είς τό άπαράμιλλον τούτο Άεριουχοποιητοπωλεῖον, όπερ ό άφεντάνθρωπος καί άνοικτόκαρδος κ. Δ. Δόντης, ό γνωστός προσδευτικός βιομήχανος τού Πειραιώς, ό παρ' όλων τών γνωσιμένων προτιμώμενος ένεκα τής άρίστης ποιότητος τών λεμονάδων του προσφέρει είς κέντρον άναψυχής τών Αθηνών, εύρίσκει ό βουλόμενος — [324, 881, 610, 995]
paragraph: Έξελέξεν ώσαύτως: Τακτικόν Πρόεδρον τής Α' έπιτροπής τόν κ. Βερνσέρτ, άντιπρόσωπον τού Βελγίου, τής Β' έπιτροπής τόν Κάθη γητήν Μαρτένς, άντιπρόσωπον τής Ρωσίας, τής Γ' έπιτροπής τόν κ. Λ. Μπουρζουά, άντιπρόσωπον τής Γαλλίας. — [1247, 615, 1582, 751]
advert-line: ΠΑΝΕΛΛΗΝΙΟΣ ΓΥΜΝΑΣΤΙΚΟΣ ΣΥΛΛΟΓΟΣ — [329, 1553, 605, 1568]
exchange-cell: 4015. — [126, 228, 157, 241]
paragraph: ΔΗΜΟΤΙΚΟΝ ΘΕΑΤΡΟΝ. Απόψε ή πρώτη παράστασις τής όπερέττας «Η Αφρικανή», τήν όποίαν θά ύποκριθή ή κ. Λουδοβίκη, ή μεγάλη έπιτυχία τήν παρελθοῦσαν φοράν. — [628, 1585, 925, 1643]
article-source: (Ιδιαίτ. τηλεγράφημα τοῦ Έμπρός) — [1318, 1123, 1511, 1137]
